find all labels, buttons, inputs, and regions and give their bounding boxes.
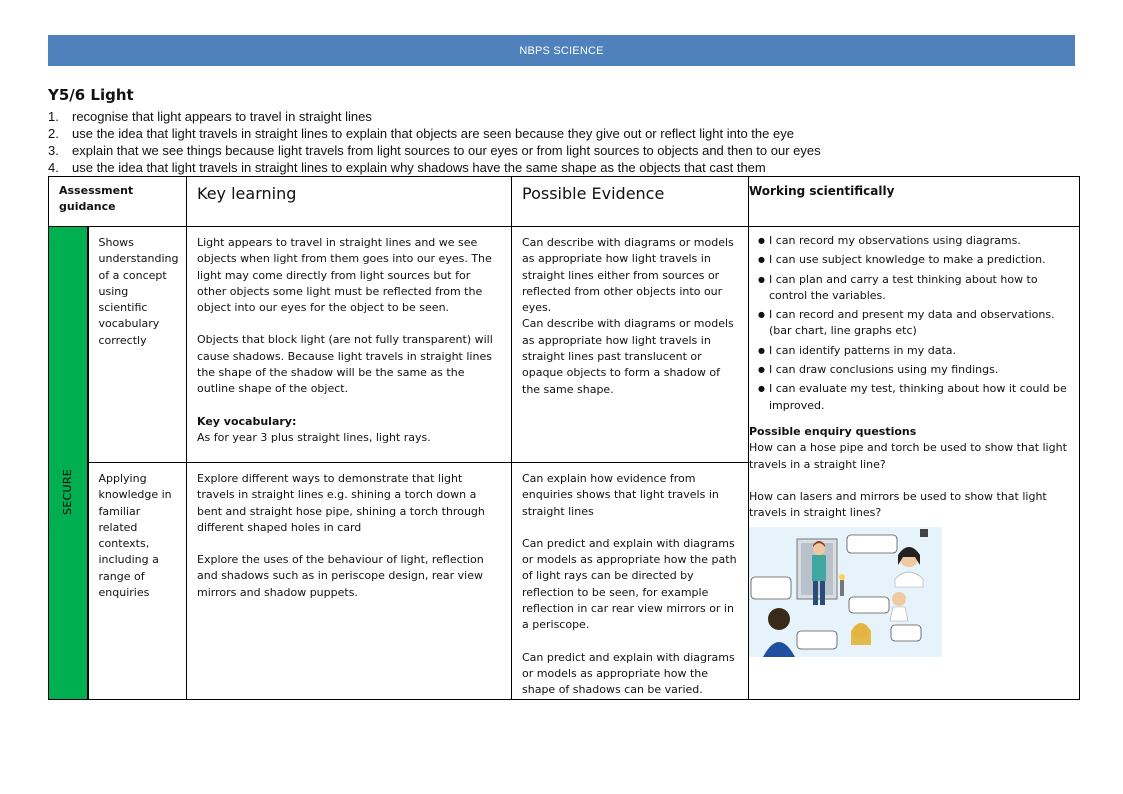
objectives-list <box>48 108 821 176</box>
objective-text: explain that we see things because light travels from light sources to our eyes or from light sources to objects and then to our eyes <box>72 143 821 158</box>
cartoon-illustration <box>749 527 942 657</box>
header-key-learning: Key learning <box>187 177 512 227</box>
objective-item <box>48 125 821 142</box>
table-row <box>49 227 1080 463</box>
evidence-paragraph: Can predict and explain with diagrams or models as appropriate how the path of light rays can be directed by reflection to be seen, for example reflection in car rear view mirrors or in a periscope. <box>522 536 737 632</box>
header-working-scientifically: Working scientifically <box>749 177 1080 227</box>
key-learning-paragraph: Explore different ways to demonstrate that light travels in straight lines e.g. shining a torch down a bent and straight hose pipe, shining a torch through different shaped holes in card <box>197 472 485 534</box>
objective-text: recognise that light appears to travel in straight lines <box>72 109 372 124</box>
list-item: ● I can use subject knowledge to make a prediction. <box>769 252 1073 268</box>
list-item: ● I can identify patterns in my data. <box>769 343 1073 359</box>
objective-number: 2. <box>48 126 59 141</box>
key-learning-paragraph: Objects that block light (are not fully transparent) will cause shadows. Because light travels in straight lines the shape of the shadow will be the same as the outline shape of the object. <box>197 333 493 396</box>
evidence-cell <box>512 463 749 700</box>
list-item: ● I can record and present my data and observations. (bar chart, line graphs etc) <box>769 307 1073 340</box>
key-learning-cell <box>187 227 512 463</box>
key-learning-cell <box>187 463 512 700</box>
evidence-paragraph: Can explain how evidence from enquiries shows that light travels in straight lines <box>522 472 719 518</box>
objective-number: 3. <box>48 143 59 158</box>
working-scientifically-list <box>749 233 1073 414</box>
objective-item <box>48 142 821 159</box>
objective-item <box>48 108 821 125</box>
evidence-paragraph: Can predict and explain with diagrams or models as appropriate how the shape of shadows can be varied. <box>522 650 735 697</box>
objective-number: 1. <box>48 109 59 124</box>
list-item: ● I can record my observations using diagrams. <box>769 233 1073 249</box>
header-banner: NBPS SCIENCE <box>48 35 1075 66</box>
evidence-cell <box>512 227 749 463</box>
evidence-paragraph: Can describe with diagrams or models as appropriate how light travels in straight lines either from sources or reflected from other objects into our eyes. <box>522 236 734 315</box>
objective-text: use the idea that light travels in straight lines to explain that objects are seen because they give out or reflect light into the eye <box>72 126 794 141</box>
header-possible-evidence: Possible Evidence <box>512 177 749 227</box>
guidance-cell: Shows understanding of a concept using scientific vocabulary correctly <box>88 227 187 463</box>
list-item: ● I can evaluate my test, thinking about how it could be improved. <box>769 381 1073 414</box>
evidence-paragraph: Can describe with diagrams or models as appropriate how light travels in straight lines past translucent or opaque objects to form a shadow of the same shape. <box>522 317 734 396</box>
key-learning-paragraph: Light appears to travel in straight lines and we see objects when light from them goes into our eyes. The light may come directly from light sources but for other objects some light must be reflected from the object into our eyes for the object to be seen. <box>197 236 492 315</box>
enquiry-question: How can lasers and mirrors be used to show that light travels in straight lines? <box>749 489 1047 520</box>
working-scientifically-cell <box>749 227 1080 700</box>
secure-label: SECURE <box>60 468 74 516</box>
secure-band <box>49 227 88 700</box>
list-item: ● I can plan and carry a test thinking about how to control the variables. <box>769 272 1073 305</box>
key-learning-paragraph: Explore the uses of the behaviour of light, reflection and shadows such as in periscope design, rear view mirrors and shadow puppets. <box>197 553 484 599</box>
enquiry-heading: Possible enquiry questions <box>749 424 917 438</box>
key-vocabulary-label: Key vocabulary: <box>197 414 297 428</box>
assessment-table <box>48 176 1080 700</box>
enquiry-question: How can a hose pipe and torch be used to show that light travels in a straight line? <box>749 441 1067 471</box>
header-assessment-guidance: Assessment guidance <box>49 177 187 227</box>
objective-item <box>48 159 821 176</box>
list-item: ● I can draw conclusions using my findings. <box>769 362 1073 378</box>
objective-number: 4. <box>48 160 59 175</box>
guidance-cell: Applying knowledge in familiar related contexts, including a range of enquiries <box>88 463 187 700</box>
table-header-row <box>49 177 1080 227</box>
page-title: Y5/6 Light <box>48 86 134 104</box>
objective-text: use the idea that light travels in straight lines to explain why shadows have the same shape as the objects that cast them <box>72 160 766 175</box>
key-vocabulary-text: As for year 3 plus straight lines, light rays. <box>197 430 431 444</box>
